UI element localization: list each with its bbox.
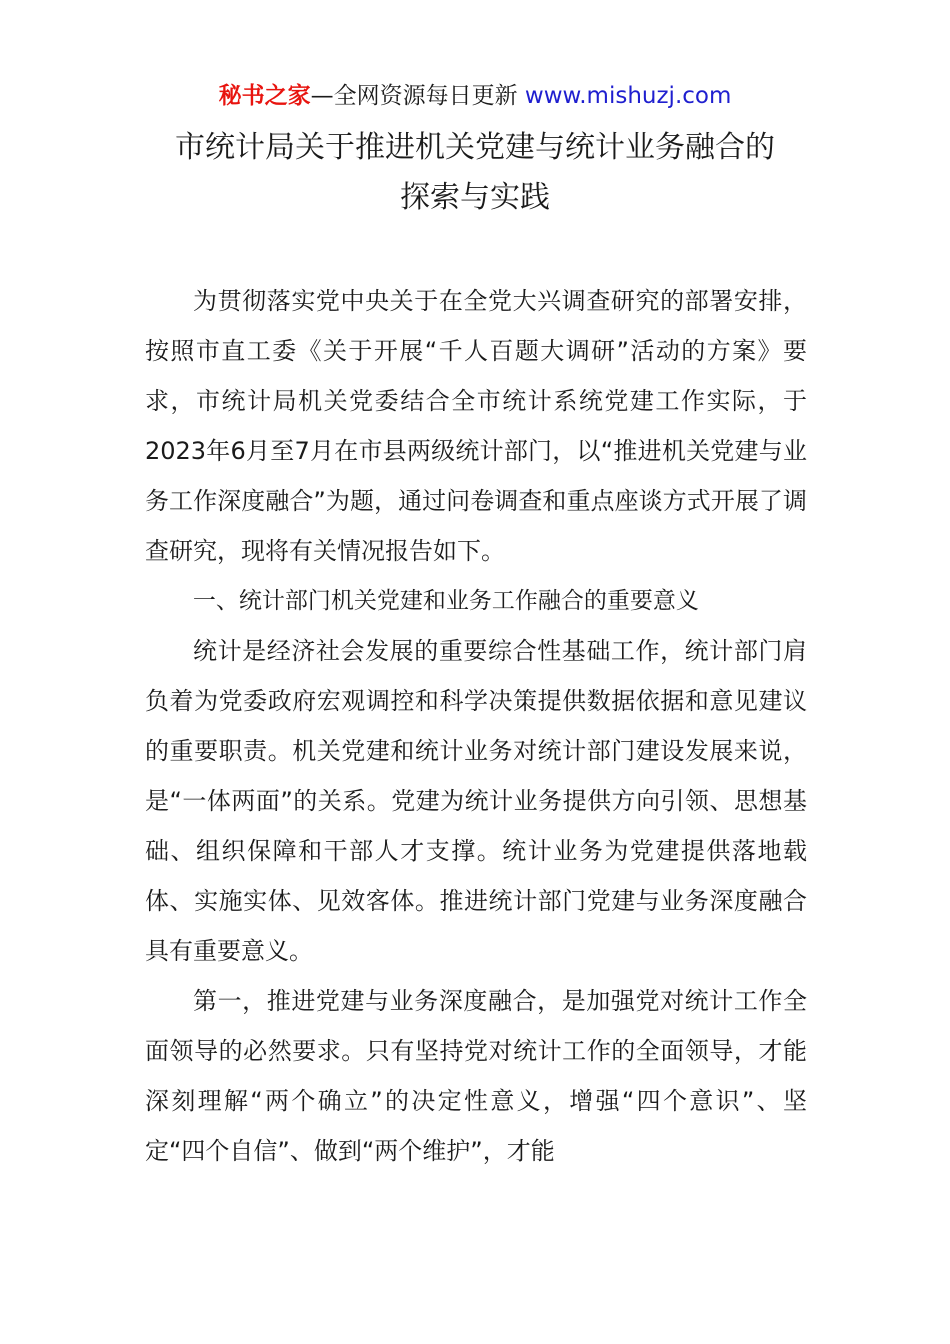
brand-name: 秘书之家 xyxy=(218,83,311,109)
document-title-line-2: 探索与实践 xyxy=(400,180,550,215)
document-title-line-1: 市统计局关于推进机关党建与统计业务融合的 xyxy=(175,130,775,165)
paragraph-significance: 统计是经济社会发展的重要综合性基础工作，统计部门肩负着为党委政府宏观调控和科学决策提供数据依据和意见建议的重要职责。机关党建和统计业务对统计部门建设发展来说，是“一体两面”的关系。党建为统计业务提供方向引领、思想基础、组织保障和干部人才支撑。统计业务为党建提供落地载体、实施实体、见效客体。推进统计部门党建与业务深度融合具有重要意义。 xyxy=(145,637,807,965)
document-body xyxy=(145,276,807,1176)
section-heading-1: 一、统计部门机关党建和业务工作融合的重要意义 xyxy=(192,588,699,614)
site-url[interactable]: www.mishuzj.com xyxy=(524,83,732,109)
site-tagline: —全网资源每日更新 xyxy=(310,83,518,109)
site-header xyxy=(0,80,950,112)
paragraph-intro: 为贯彻落实党中央关于在全党大兴调查研究的部署安排，按照市直工委《关于开展“千人百题大调研”活动的方案》要求，市统计局机关党委结合全市统计系统党建工作实际，于2023年6月至7月在市县两级统计部门，以“推进机关党建与业务工作深度融合”为题，通过问卷调查和重点座谈方式开展了调查研究，现将有关情况报告如下。 xyxy=(145,287,807,565)
paragraph-first-point: 第一，推进党建与业务深度融合，是加强党对统计工作全面领导的必然要求。只有坚持党对统计工作的全面领导，才能深刻理解“两个确立”的决定性意义，增强“四个意识”、坚定“四个自信”、做到“两个维护”，才能 xyxy=(145,987,807,1165)
